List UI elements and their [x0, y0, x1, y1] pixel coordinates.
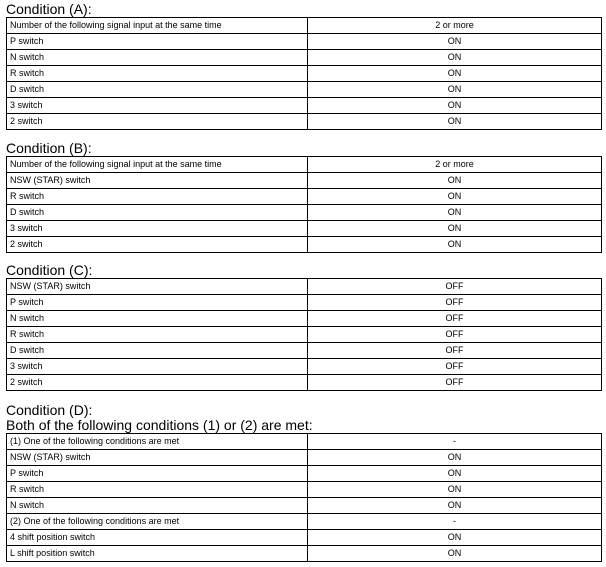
row-value: ON — [308, 205, 602, 221]
row-label: (2) One of the following conditions are met — [7, 514, 308, 530]
condition-c-table — [6, 278, 602, 391]
condition-a-table — [6, 17, 602, 130]
table-row — [7, 34, 602, 50]
row-value: ON — [308, 482, 602, 498]
row-label: Number of the following signal input at the same time — [7, 18, 308, 34]
row-value: OFF — [308, 311, 602, 327]
table-row — [7, 450, 602, 466]
row-label: 3 switch — [7, 221, 308, 237]
row-label: 4 shift position switch — [7, 530, 308, 546]
table-row — [7, 157, 602, 173]
row-value: ON — [308, 50, 602, 66]
condition-d-subheading: Both of the following conditions (1) or (2) are met: — [6, 417, 313, 433]
row-label: P switch — [7, 34, 308, 50]
row-value: ON — [308, 237, 602, 253]
row-label: N switch — [7, 311, 308, 327]
row-label: L shift position switch — [7, 546, 308, 562]
table-row — [7, 466, 602, 482]
row-value: ON — [308, 114, 602, 130]
table-row — [7, 279, 602, 295]
condition-d-table — [6, 433, 602, 562]
row-label: 2 switch — [7, 237, 308, 253]
condition-b-section — [6, 141, 602, 253]
table-row — [7, 82, 602, 98]
table-row — [7, 237, 602, 253]
row-label: (1) One of the following conditions are met — [7, 434, 308, 450]
table-row — [7, 359, 602, 375]
table-row — [7, 114, 602, 130]
row-value: ON — [308, 66, 602, 82]
row-value: ON — [308, 82, 602, 98]
table-row — [7, 173, 602, 189]
row-label: 2 switch — [7, 114, 308, 130]
row-label: NSW (STAR) switch — [7, 279, 308, 295]
table-row — [7, 327, 602, 343]
table-row — [7, 66, 602, 82]
row-label: R switch — [7, 189, 308, 205]
row-label: N switch — [7, 50, 308, 66]
row-value: ON — [308, 546, 602, 562]
row-label: D switch — [7, 205, 308, 221]
table-row — [7, 311, 602, 327]
table-row — [7, 530, 602, 546]
condition-a-section — [6, 2, 602, 130]
row-value: ON — [308, 173, 602, 189]
row-value: ON — [308, 98, 602, 114]
row-value: ON — [308, 466, 602, 482]
table-row — [7, 189, 602, 205]
table-row — [7, 205, 602, 221]
row-value: ON — [308, 34, 602, 50]
row-value: ON — [308, 450, 602, 466]
table-row — [7, 498, 602, 514]
row-label: 3 switch — [7, 359, 308, 375]
condition-d-heading: Condition (D): — [6, 402, 93, 418]
table-row — [7, 295, 602, 311]
row-label: D switch — [7, 82, 308, 98]
row-value: OFF — [308, 327, 602, 343]
table-row — [7, 50, 602, 66]
row-label: NSW (STAR) switch — [7, 450, 308, 466]
table-row — [7, 221, 602, 237]
table-row — [7, 343, 602, 359]
table-row — [7, 434, 602, 450]
table-row — [7, 514, 602, 530]
condition-c-section — [6, 263, 602, 391]
row-label: R switch — [7, 66, 308, 82]
row-label: 2 switch — [7, 375, 308, 391]
row-label: N switch — [7, 498, 308, 514]
row-value: OFF — [308, 343, 602, 359]
row-label: P switch — [7, 466, 308, 482]
condition-d-section — [6, 403, 602, 562]
condition-b-table — [6, 156, 602, 253]
row-value: 2 or more — [308, 18, 602, 34]
condition-a-heading: Condition (A): — [6, 1, 92, 17]
table-row — [7, 98, 602, 114]
row-value: 2 or more — [308, 157, 602, 173]
table-row — [7, 546, 602, 562]
condition-b-heading: Condition (B): — [6, 140, 92, 156]
row-value: ON — [308, 189, 602, 205]
row-label: R switch — [7, 327, 308, 343]
row-value: OFF — [308, 359, 602, 375]
row-label: Number of the following signal input at the same time — [7, 157, 308, 173]
table-row — [7, 375, 602, 391]
row-label: R switch — [7, 482, 308, 498]
row-value: ON — [308, 530, 602, 546]
table-row — [7, 482, 602, 498]
row-label: 3 switch — [7, 98, 308, 114]
row-value: - — [308, 434, 602, 450]
row-label: P switch — [7, 295, 308, 311]
row-label: NSW (STAR) switch — [7, 173, 308, 189]
row-value: OFF — [308, 295, 602, 311]
row-value: ON — [308, 221, 602, 237]
table-row — [7, 18, 602, 34]
row-value: - — [308, 514, 602, 530]
condition-c-heading: Condition (C): — [6, 262, 93, 278]
row-value: ON — [308, 498, 602, 514]
row-value: OFF — [308, 279, 602, 295]
row-label: D switch — [7, 343, 308, 359]
row-value: OFF — [308, 375, 602, 391]
